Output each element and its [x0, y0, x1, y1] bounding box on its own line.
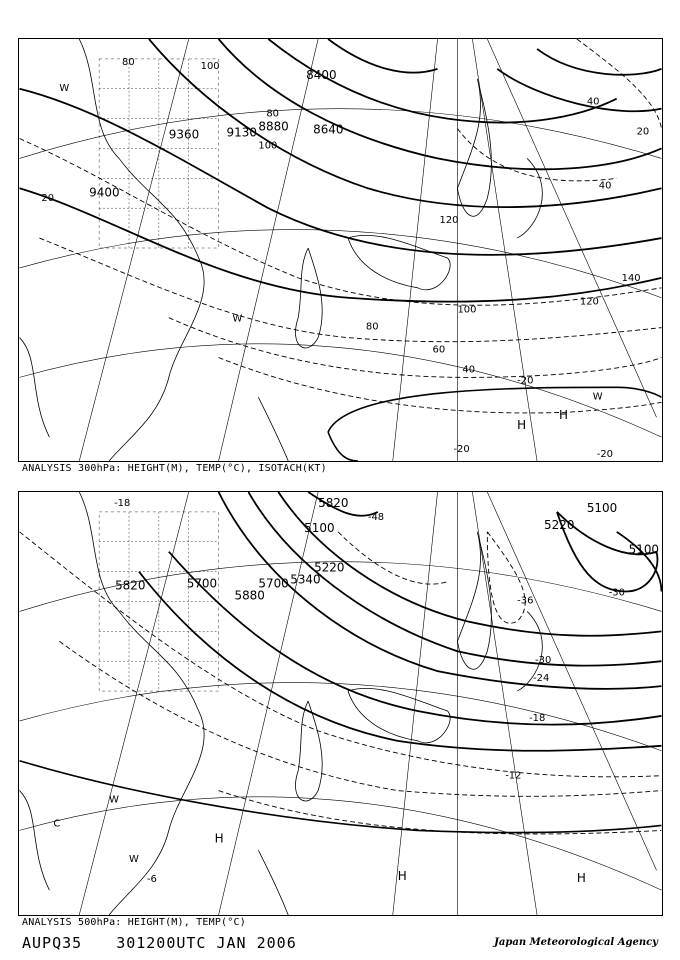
- isotach-label: 80: [122, 56, 135, 68]
- temp-contour: [328, 387, 661, 432]
- temp-label: -20: [453, 444, 470, 456]
- height-label: 8640: [313, 122, 344, 137]
- isotach-label: 100: [200, 60, 220, 72]
- hatch-area: [99, 512, 218, 691]
- height-label: 8400: [306, 67, 337, 82]
- isotach-label: 40: [586, 96, 600, 108]
- temp-label: -36: [517, 595, 534, 607]
- temp-contours: [20, 532, 662, 834]
- isotach-label: 100: [457, 304, 477, 316]
- height-label: 5880: [234, 588, 265, 603]
- temp-label: -30: [608, 587, 625, 599]
- temp-label: -6: [146, 874, 157, 886]
- height-label: 5820: [115, 578, 146, 593]
- height-label: 9360: [168, 127, 200, 142]
- temp-label: -12: [505, 770, 522, 782]
- height-label: 5220: [314, 560, 345, 575]
- chart-footer: [22, 934, 331, 952]
- height-contours: [139, 492, 662, 751]
- warm-center: W: [232, 313, 243, 325]
- high-center: H: [214, 831, 224, 846]
- temp-contour-tail: [328, 432, 358, 461]
- warm-center: W: [59, 82, 70, 94]
- isotach-label: 120: [579, 296, 599, 308]
- graticule: [20, 492, 662, 915]
- warm-center: W: [129, 854, 139, 866]
- panel-caption-500hpa: ANALYSIS 500hPa: HEIGHT(M), TEMP(°C): [22, 917, 246, 928]
- isotach-label: 120: [439, 215, 459, 227]
- isotach-label: 40: [462, 364, 476, 376]
- valid-time: 301200UTC JAN 2006: [116, 934, 297, 952]
- isotach-label: 60: [432, 344, 446, 356]
- high-center: H: [558, 408, 568, 423]
- height-contours: [20, 39, 662, 302]
- height-label: 5820: [318, 495, 349, 510]
- temp-label: -48: [367, 511, 385, 523]
- temp-label: -30: [535, 655, 552, 667]
- height-label: 5340: [290, 572, 321, 587]
- height-label: 9130: [226, 125, 257, 140]
- isotach-label: 100: [258, 140, 278, 152]
- map-300hpa-canvas: [19, 39, 662, 461]
- isotach-label: 140: [621, 272, 641, 284]
- coastline: [20, 39, 543, 461]
- height-label: 9400: [89, 185, 120, 200]
- high-center: H: [397, 869, 407, 884]
- temp-label: -18: [114, 497, 131, 509]
- graticule: [20, 39, 662, 461]
- height-label: 5100: [586, 500, 618, 515]
- map-500hpa-canvas: [19, 492, 662, 915]
- high-center: H: [517, 418, 527, 433]
- temp-label: -20: [596, 449, 614, 461]
- isotach-label: 20: [41, 193, 55, 205]
- height-label: 5700: [186, 576, 218, 591]
- isotach-label: 80: [266, 108, 280, 120]
- warm-center: W: [592, 391, 603, 403]
- panel-caption-300hpa: ANALYSIS 300hPa: HEIGHT(M), TEMP(°C), ISOTACH(KT): [22, 463, 327, 474]
- height-label: 5100: [304, 520, 335, 535]
- temp-label: -20: [517, 375, 534, 387]
- temp-label: -18: [529, 712, 546, 724]
- height-label: 5220: [544, 517, 575, 532]
- agency-credit: Japan Meteorological Agency: [494, 937, 658, 948]
- isotach-label: 40: [598, 180, 612, 192]
- map-panel-500hpa: [18, 491, 663, 916]
- isotach-label: 80: [365, 321, 379, 333]
- height-label: 5700: [258, 576, 289, 591]
- temp-label: -24: [533, 673, 550, 685]
- height-label: 5100: [628, 542, 660, 557]
- cold-center: C: [53, 818, 61, 830]
- height-label: 8880: [258, 119, 289, 134]
- warm-center: W: [109, 794, 119, 806]
- high-center: H: [576, 871, 586, 886]
- chart-id: AUPQ35: [22, 934, 83, 952]
- isotach-label: 20: [636, 126, 650, 138]
- map-panel-300hpa: [18, 38, 663, 462]
